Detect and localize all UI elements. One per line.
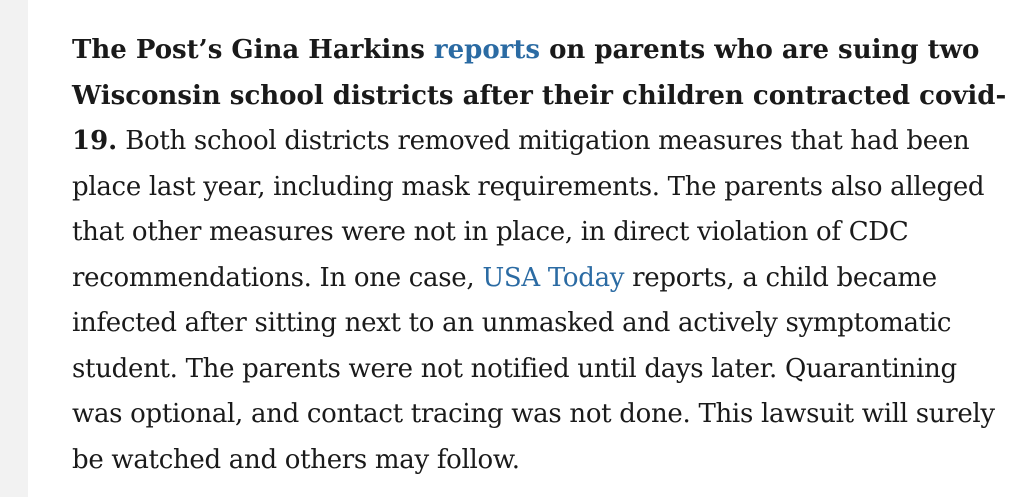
reports-link[interactable]: reports [433,35,541,65]
lead-text-after: on parents who are suing two Wisconsin school districts after their children contracted covid-19. [72,35,1007,156]
lead-text-before: The Post’s Gina Harkins [72,35,434,65]
body-text-part1: Both school districts removed mitigation measures that had been place last year, including mask requirements. The parents also alleged that other measures were not in place, in direct violation of CDC recommendations. In one case, [72,126,985,293]
usa-today-link[interactable]: USA Today [482,262,625,293]
paragraph [72,28,1012,483]
body-text-part2: reports, a child became infected after sitting next to an unmasked and actively symptomatic student. The parents were not notified until days later. Quarantining was optional, and contact tracing was not done. This lawsuit will surely be watched and others may follow. [72,262,995,475]
page-body [28,0,1024,497]
article-paragraph [72,28,1012,483]
